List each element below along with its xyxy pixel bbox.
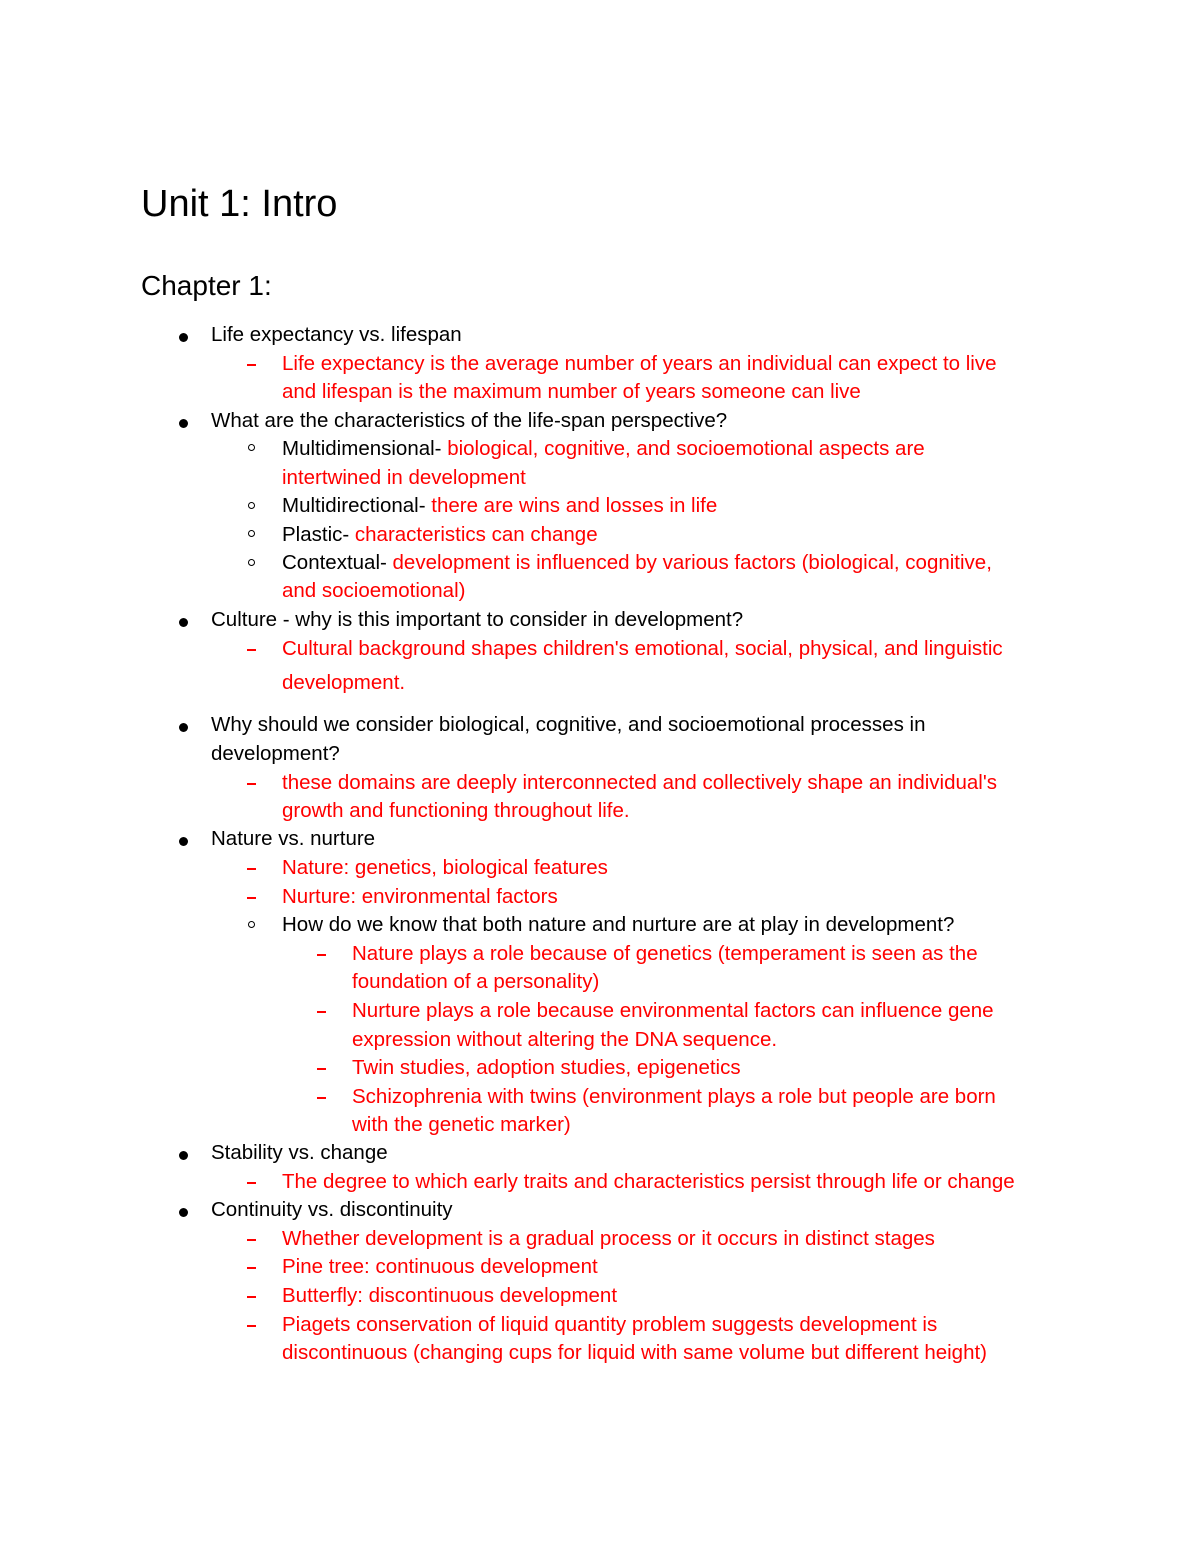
dash-icon [247, 1267, 256, 1269]
answer-stability: The degree to which early traits and characteristics persist through life or change [282, 1170, 1015, 1193]
sub-label: Contextual- [282, 551, 393, 574]
bullet-icon [179, 618, 188, 627]
answer-processes: these domains are deeply interconnected and collectively shape an individual's [282, 771, 998, 794]
sub-label: Plastic- [282, 523, 355, 546]
dash-icon [247, 1296, 256, 1298]
hollow-bullet-icon [248, 444, 255, 451]
question-characteristics: What are the characteristics of the life-span perspective? [211, 409, 728, 432]
sub-text: biological, cognitive, and socioemotional aspects are [447, 437, 925, 460]
question-processes: Why should we consider biological, cognitive, and socioemotional processes in [211, 713, 926, 736]
dash-icon [247, 1182, 256, 1184]
sub-answer-studies: Twin studies, adoption studies, epigenetics [352, 1056, 741, 1079]
answer-processes-cont: growth and functioning throughout life. [282, 799, 630, 822]
sub-item-contextual [282, 549, 992, 577]
sub-text: there are wins and losses in life [431, 494, 718, 517]
sub-answer-genetics: Nature plays a role because of genetics (temperament is seen as the [352, 942, 978, 965]
bullet-icon [179, 837, 188, 846]
bullet-icon [179, 1208, 188, 1217]
answer-culture-cont: development. [282, 671, 406, 694]
hollow-bullet-icon [248, 921, 255, 928]
dash-icon [247, 868, 256, 870]
dash-icon [317, 954, 326, 956]
dash-icon [247, 1325, 256, 1327]
answer-pine-tree: Pine tree: continuous development [282, 1255, 598, 1278]
hollow-bullet-icon [248, 530, 255, 537]
answer-life-expectancy-cont: and lifespan is the maximum number of years someone can live [282, 380, 861, 403]
chapter-heading: Chapter 1: [141, 270, 272, 301]
question-processes-cont: development? [211, 742, 340, 765]
page-title: Unit 1: Intro [141, 183, 338, 225]
sub-label: Multidimensional- [282, 437, 448, 460]
answer-nurture: Nurture: environmental factors [282, 885, 558, 908]
question-stability: Stability vs. change [211, 1141, 388, 1164]
dash-icon [247, 649, 256, 651]
bullet-icon [179, 419, 188, 428]
sub-text: development is influenced by various factors (biological, cognitive, [392, 551, 992, 574]
hollow-bullet-icon [248, 559, 255, 566]
dash-icon [247, 1239, 256, 1241]
hollow-bullet-icon [248, 502, 255, 509]
sub-label: Multidirectional- [282, 494, 432, 517]
question-culture: Culture - why is this important to consider in development? [211, 608, 744, 631]
sub-answer-genetics-cont: foundation of a personality) [352, 970, 600, 993]
question-continuity: Continuity vs. discontinuity [211, 1198, 453, 1221]
dash-icon [317, 1097, 326, 1099]
sub-answer-environment: Nurture plays a role because environmental factors can influence gene [352, 999, 994, 1022]
sub-item-plastic [282, 521, 598, 549]
bullet-icon [179, 333, 188, 342]
dash-icon [247, 364, 256, 366]
answer-gradual: Whether development is a gradual process or it occurs in distinct stages [282, 1227, 935, 1250]
sub-item-multidirectional [282, 492, 717, 520]
sub-item-multidimensional [282, 435, 925, 463]
question-nature-nurture: Nature vs. nurture [211, 827, 376, 850]
sub-text: characteristics can change [354, 523, 598, 546]
bullet-icon [179, 1151, 188, 1160]
dash-icon [317, 1011, 326, 1013]
dash-icon [247, 783, 256, 785]
sub-item-multidimensional-cont: intertwined in development [282, 466, 526, 489]
sub-answer-schizophrenia-cont: with the genetic marker) [352, 1113, 571, 1136]
answer-nature: Nature: genetics, biological features [282, 856, 608, 879]
sub-item-contextual-cont: and socioemotional) [282, 579, 466, 602]
dash-icon [247, 897, 256, 899]
sub-answer-schizophrenia: Schizophrenia with twins (environment plays a role but people are born [352, 1085, 996, 1108]
sub-question-both: How do we know that both nature and nurture are at play in development? [282, 913, 955, 936]
dash-icon [317, 1068, 326, 1070]
answer-culture: Cultural background shapes children's emotional, social, physical, and linguistic [282, 637, 1003, 660]
answer-piaget-cont: discontinuous (changing cups for liquid with same volume but different height) [282, 1341, 987, 1364]
sub-answer-environment-cont: expression without altering the DNA sequence. [352, 1028, 778, 1051]
answer-butterfly: Butterfly: discontinuous development [282, 1284, 618, 1307]
question-life-expectancy: Life expectancy vs. lifespan [211, 323, 462, 346]
bullet-icon [179, 723, 188, 732]
answer-life-expectancy: Life expectancy is the average number of years an individual can expect to live [282, 352, 997, 375]
answer-piaget: Piagets conservation of liquid quantity problem suggests development is [282, 1313, 938, 1336]
